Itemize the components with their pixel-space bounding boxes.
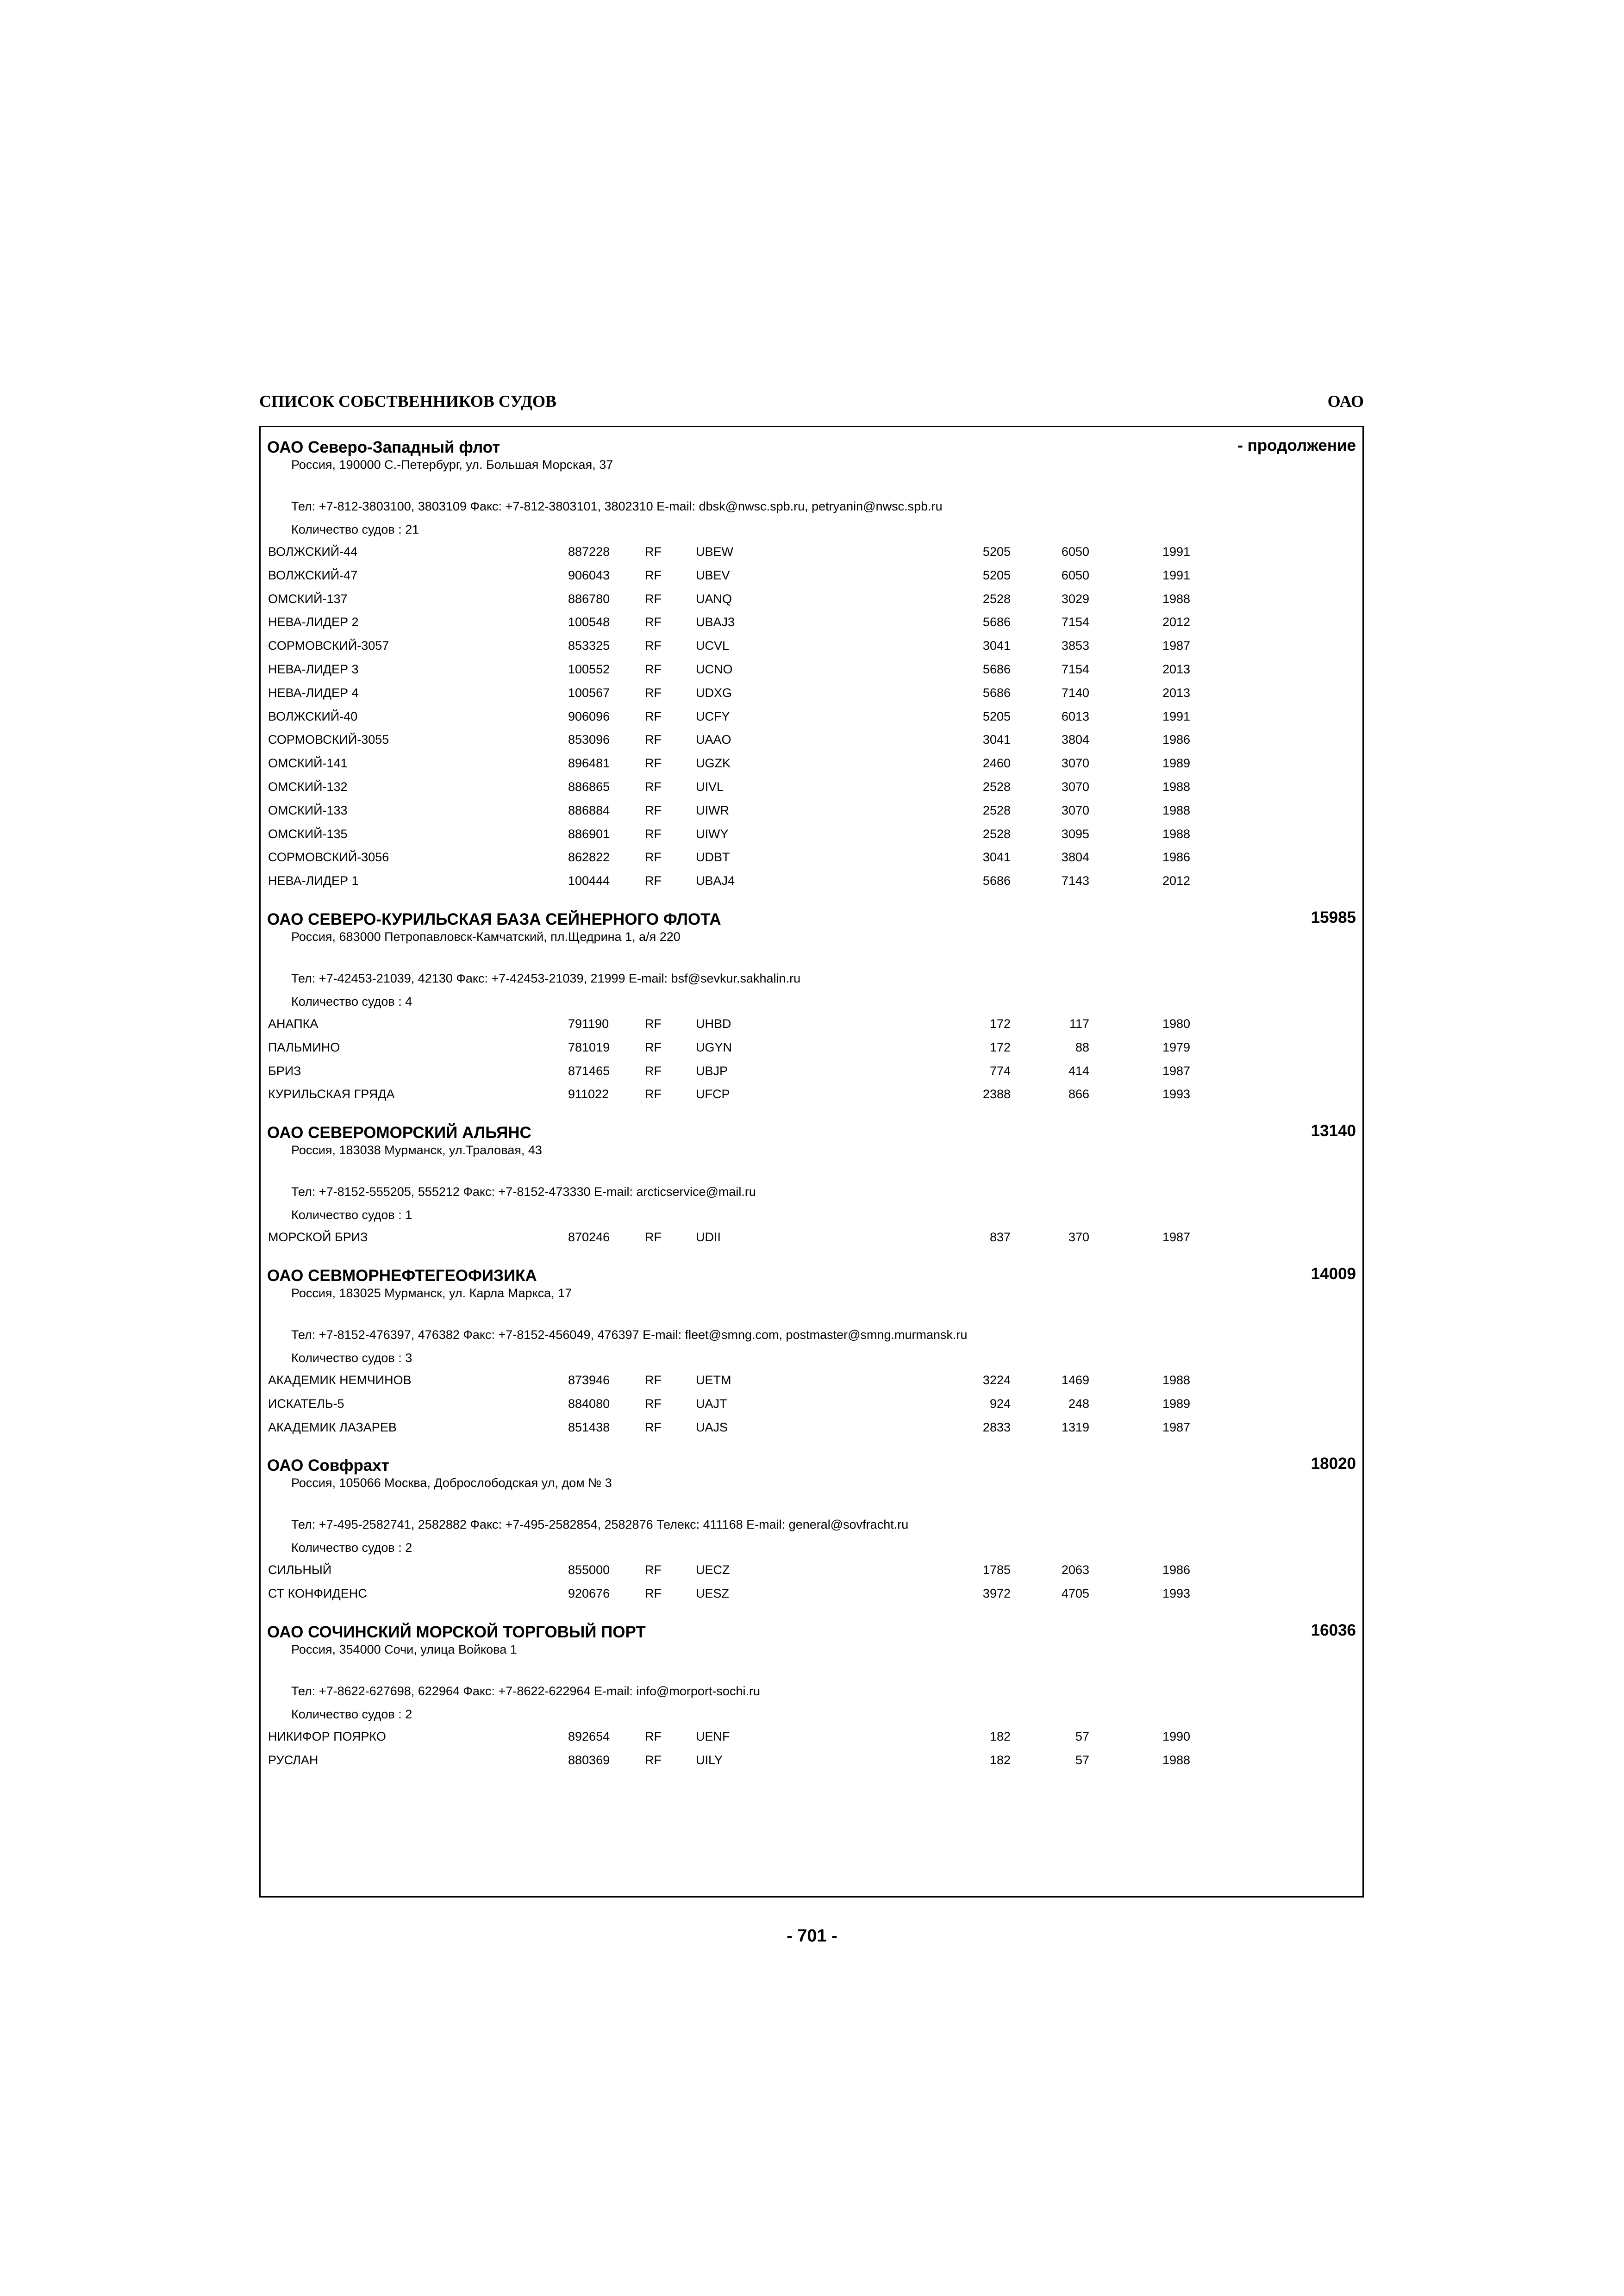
ship-count: Количество судов : 4 [291, 994, 412, 1008]
ship-deadweight-value: 3070 [1061, 803, 1089, 817]
ship-name: АКАДЕМИК ЛАЗАРЕВ [268, 1420, 397, 1434]
ship-flag: RF [645, 685, 662, 700]
ship-deadweight-value: 6013 [1061, 709, 1089, 723]
company-contacts: Тел: +7-8622-627698, 622964 Факс: +7-8622-622964 E-mail: info@morport-sochi.ru [291, 1684, 760, 1698]
ship-flag: RF [645, 639, 662, 653]
ship-flag: RF [645, 803, 662, 817]
company-name: ОАО Совфрахт [267, 1456, 389, 1475]
ship-row [261, 799, 1362, 822]
ship-tonnage-gross-value: 5686 [982, 615, 1011, 629]
ship-name: ОМСКИЙ-133 [268, 803, 348, 817]
company-list [261, 427, 1362, 1772]
ship-number: 853325 [568, 639, 610, 653]
ship-callsign: UDXG [696, 685, 732, 700]
page-title: СПИСОК СОБСТВЕННИКОВ СУДОВ [259, 392, 557, 411]
ship-list [261, 1226, 1362, 1249]
company-contacts: Тел: +7-812-3803100, 3803109 Факс: +7-812-3803101, 3802310 E-mail: dbsk@nwsc.spb.ru, petryanin@nwsc.spb.ru [291, 499, 943, 513]
ship-row [261, 587, 1362, 611]
ship-row [261, 658, 1362, 681]
ship-deadweight-value: 7140 [1061, 685, 1089, 700]
ship-year: 1989 [1162, 1396, 1191, 1411]
ship-tonnage-gross-value: 172 [989, 1016, 1011, 1031]
ship-flag: RF [645, 709, 662, 723]
ship-deadweight-value: 4705 [1061, 1587, 1089, 1601]
ship-number: 886865 [568, 779, 610, 794]
ship-flag: RF [645, 1729, 662, 1743]
ship-flag: RF [645, 615, 662, 629]
ship-callsign: UETM [696, 1373, 731, 1387]
ship-name: СТ КОНФИДЕНС [268, 1587, 367, 1601]
ship-row [261, 564, 1362, 587]
ship-deadweight-value: 7143 [1061, 874, 1089, 888]
ship-year: 1991 [1162, 568, 1191, 582]
company-block [261, 1249, 1362, 1439]
company-header [261, 1113, 1362, 1142]
ship-count: Количество судов : 2 [291, 1707, 412, 1721]
ship-row [261, 752, 1362, 775]
ship-deadweight-value: 57 [1075, 1753, 1089, 1767]
ship-name: РУСЛАН [268, 1753, 319, 1767]
ship-callsign: UANQ [696, 591, 732, 606]
ship-tonnage-gross-value: 5205 [982, 709, 1011, 723]
ship-callsign: UBEW [696, 545, 733, 559]
company-name: ОАО СЕВЕРОМОРСКИЙ АЛЬЯНС [267, 1124, 531, 1142]
ship-year: 1986 [1162, 850, 1191, 865]
ship-callsign: UBJP [696, 1064, 728, 1078]
company-block [261, 1106, 1362, 1249]
ship-callsign: UIWY [696, 827, 729, 841]
ship-deadweight-value: 7154 [1061, 615, 1089, 629]
company-code: - продолжение [1237, 436, 1356, 454]
ship-callsign: UFCP [696, 1087, 730, 1101]
ship-number: 781019 [568, 1040, 610, 1054]
ship-number: 920676 [568, 1587, 610, 1601]
ship-year: 2013 [1162, 685, 1191, 700]
ship-name: НЕВА-ЛИДЕР 3 [268, 662, 359, 676]
ship-list [261, 1012, 1362, 1106]
ship-name: ОМСКИЙ-135 [268, 827, 348, 841]
ship-row [261, 681, 1362, 705]
ship-name: ПАЛЬМИНО [268, 1040, 340, 1054]
company-code: 15985 [1311, 908, 1356, 927]
company-contacts: Тел: +7-495-2582741, 2582882 Факс: +7-495-2582854, 2582876 Телекс: 411168 E-mail: general@sovfracht.ru [291, 1518, 909, 1532]
ship-name: ИСКАТЕЛЬ-5 [268, 1396, 344, 1411]
ship-deadweight-value: 248 [1068, 1396, 1089, 1411]
ship-row [261, 610, 1362, 634]
company-block [261, 1605, 1362, 1772]
ship-tonnage-gross-value: 774 [989, 1064, 1011, 1078]
ship-name: КУРИЛЬСКАЯ ГРЯДА [268, 1087, 395, 1101]
ship-row [261, 1012, 1362, 1036]
ship-deadweight-value: 3804 [1061, 850, 1089, 865]
ship-row [261, 1725, 1362, 1748]
ship-number: 100567 [568, 685, 610, 700]
ship-count: Количество судов : 21 [291, 523, 419, 536]
ship-number: 884080 [568, 1396, 610, 1411]
ship-deadweight-value: 866 [1068, 1087, 1089, 1101]
ship-callsign: UAJS [696, 1420, 728, 1434]
ship-year: 1988 [1162, 827, 1191, 841]
ship-tonnage-gross-value: 182 [989, 1729, 1011, 1743]
company-code: 16036 [1311, 1621, 1356, 1639]
ship-name: НЕВА-ЛИДЕР 2 [268, 615, 359, 629]
ship-number: 906043 [568, 568, 610, 582]
ship-flag: RF [645, 1587, 662, 1601]
ship-tonnage-gross-value: 5686 [982, 685, 1011, 700]
ship-year: 1990 [1162, 1729, 1191, 1743]
ship-number: 886884 [568, 803, 610, 817]
company-header [261, 1612, 1362, 1641]
ship-name: ОМСКИЙ-141 [268, 756, 348, 771]
ship-year: 1988 [1162, 591, 1191, 606]
ship-flag: RF [645, 662, 662, 676]
ship-year: 1988 [1162, 1373, 1191, 1387]
ship-flag: RF [645, 591, 662, 606]
company-code: 18020 [1311, 1455, 1356, 1473]
registry-frame [259, 426, 1364, 1898]
ship-name: ВОЛЖСКИЙ-47 [268, 568, 358, 582]
ship-year: 1988 [1162, 1753, 1191, 1767]
ship-callsign: UBAJ3 [696, 615, 735, 629]
ship-row [261, 705, 1362, 728]
ship-year: 1987 [1162, 1230, 1191, 1244]
ship-year: 1986 [1162, 1563, 1191, 1577]
ship-year: 1991 [1162, 709, 1191, 723]
company-name: ОАО СОЧИНСКИЙ МОРСКОЙ ТОРГОВЫЙ ПОРТ [267, 1623, 646, 1641]
ship-row [261, 1369, 1362, 1392]
ship-row [261, 1036, 1362, 1059]
ship-year: 1993 [1162, 1587, 1191, 1601]
ship-flag: RF [645, 1753, 662, 1767]
ship-year: 1988 [1162, 803, 1191, 817]
ship-tonnage-gross-value: 5205 [982, 568, 1011, 582]
ship-callsign: UAAO [696, 733, 731, 747]
ship-flag: RF [645, 733, 662, 747]
ship-callsign: UILY [696, 1753, 723, 1767]
ship-year: 1980 [1162, 1016, 1191, 1031]
ship-row [261, 1748, 1362, 1772]
ship-number: 911022 [568, 1087, 609, 1101]
ship-tonnage-gross-value: 924 [989, 1396, 1011, 1411]
ship-year: 1987 [1162, 1064, 1191, 1078]
ship-deadweight-value: 3070 [1061, 756, 1089, 771]
ship-deadweight-value: 3853 [1061, 639, 1089, 653]
ship-number: 880369 [568, 1753, 610, 1767]
spacer [261, 476, 1362, 495]
company-separator [261, 1605, 1362, 1612]
ship-list [261, 1369, 1362, 1439]
ship-number: 855000 [568, 1563, 610, 1577]
ship-number: 873946 [568, 1373, 610, 1387]
ship-number: 791190 [568, 1016, 609, 1031]
ship-callsign: UESZ [696, 1587, 730, 1601]
ship-row [261, 869, 1362, 893]
ship-flag: RF [645, 1396, 662, 1411]
company-address: Россия, 354000 Сочи, улица Войкова 1 [291, 1642, 517, 1656]
ship-tonnage-gross-value: 2528 [982, 591, 1011, 606]
ship-year: 2012 [1162, 615, 1191, 629]
ship-year: 1993 [1162, 1087, 1191, 1101]
ship-deadweight-value: 57 [1075, 1729, 1089, 1743]
ship-name: НИКИФОР ПОЯРКО [268, 1729, 386, 1743]
ship-number: 887228 [568, 545, 610, 559]
ship-row [261, 822, 1362, 846]
spacer [261, 1162, 1362, 1180]
ship-year: 1986 [1162, 733, 1191, 747]
ship-tonnage-gross-value: 3972 [982, 1587, 1011, 1601]
ship-tonnage-gross-value: 3041 [982, 850, 1011, 865]
ship-name: ОМСКИЙ-132 [268, 779, 348, 794]
ship-deadweight-value: 88 [1075, 1040, 1089, 1054]
ship-number: 100552 [568, 662, 610, 676]
spacer [261, 1494, 1362, 1513]
company-header [261, 1445, 1362, 1475]
ship-tonnage-gross-value: 2460 [982, 756, 1011, 771]
ship-tonnage-gross-value: 5686 [982, 662, 1011, 676]
company-contacts: Тел: +7-8152-476397, 476382 Факс: +7-8152-456049, 476397 E-mail: fleet@smng.com, postmaster@smng.murmansk.ru [291, 1327, 968, 1342]
ship-deadweight-value: 2063 [1061, 1563, 1089, 1577]
ship-tonnage-gross-value: 2528 [982, 827, 1011, 841]
ship-tonnage-gross-value: 2528 [982, 779, 1011, 794]
ship-callsign: UDBT [696, 850, 730, 865]
ship-deadweight-value: 6050 [1061, 568, 1089, 582]
ship-row [261, 775, 1362, 799]
ship-callsign: UECZ [696, 1563, 730, 1577]
ship-flag: RF [645, 850, 662, 865]
company-code: 13140 [1311, 1122, 1356, 1140]
ship-flag: RF [645, 1230, 662, 1244]
company-block [261, 893, 1362, 1106]
ship-callsign: UCNO [696, 662, 733, 676]
ship-number: 862822 [568, 850, 610, 865]
ship-name: НЕВА-ЛИДЕР 1 [268, 874, 359, 888]
page-number: - 701 - [787, 1926, 837, 1946]
ship-tonnage-gross-value: 837 [989, 1230, 1011, 1244]
company-header [261, 427, 1362, 456]
ship-name: НЕВА-ЛИДЕР 4 [268, 685, 359, 700]
ship-count: Количество судов : 2 [291, 1541, 412, 1555]
ship-tonnage-gross-value: 2528 [982, 803, 1011, 817]
ship-number: 892654 [568, 1729, 610, 1743]
ship-row [261, 1059, 1362, 1083]
ship-tonnage-gross-value: 3224 [982, 1373, 1011, 1387]
ship-tonnage-gross-value: 182 [989, 1753, 1011, 1767]
ship-deadweight-value: 414 [1068, 1064, 1089, 1078]
company-address: Россия, 183025 Мурманск, ул. Карла Маркса, 17 [291, 1286, 572, 1300]
ship-number: 886901 [568, 827, 610, 841]
ship-callsign: UBAJ4 [696, 874, 735, 888]
ship-tonnage-gross-value: 2833 [982, 1420, 1011, 1434]
ship-year: 1989 [1162, 756, 1191, 771]
ship-name: АНАПКА [268, 1016, 319, 1031]
ship-number: 896481 [568, 756, 610, 771]
ship-tonnage-gross-value: 5205 [982, 545, 1011, 559]
ship-number: 906096 [568, 709, 610, 723]
ship-row [261, 1226, 1362, 1249]
ship-flag: RF [645, 1420, 662, 1434]
ship-name: ВОЛЖСКИЙ-44 [268, 545, 358, 559]
ship-name: ОМСКИЙ-137 [268, 591, 348, 606]
ship-row [261, 1582, 1362, 1605]
ship-callsign: UDII [696, 1230, 721, 1244]
ship-list [261, 1725, 1362, 1772]
ship-count: Количество судов : 1 [291, 1208, 412, 1222]
company-block [261, 427, 1362, 893]
ship-callsign: UGYN [696, 1040, 732, 1054]
ship-deadweight-value: 6050 [1061, 545, 1089, 559]
ship-callsign: UIWR [696, 803, 729, 817]
ship-number: 100548 [568, 615, 610, 629]
ship-number: 886780 [568, 591, 610, 606]
ship-number: 100444 [568, 874, 610, 888]
ship-year: 2013 [1162, 662, 1191, 676]
company-separator [261, 1106, 1362, 1113]
ship-deadweight-value: 117 [1069, 1016, 1089, 1031]
ship-flag: RF [645, 545, 662, 559]
ship-name: БРИЗ [268, 1064, 301, 1078]
ship-name: СОРМОВСКИЙ-3057 [268, 639, 389, 653]
ship-flag: RF [645, 827, 662, 841]
company-address: Россия, 183038 Мурманск, ул.Траловая, 43 [291, 1143, 542, 1157]
spacer [261, 948, 1362, 967]
ship-row [261, 846, 1362, 869]
ship-year: 1987 [1162, 639, 1191, 653]
ship-year: 1979 [1162, 1040, 1191, 1054]
page-header [259, 392, 1364, 417]
ship-callsign: UGZK [696, 756, 731, 771]
ship-deadweight-value: 7154 [1061, 662, 1089, 676]
ship-year: 1987 [1162, 1420, 1191, 1434]
ship-count: Количество судов : 3 [291, 1350, 412, 1365]
ship-callsign: UIVL [696, 779, 724, 794]
ship-flag: RF [645, 756, 662, 771]
ship-tonnage-gross-value: 5686 [982, 874, 1011, 888]
ship-callsign: UBEV [696, 568, 730, 582]
company-address: Россия, 190000 С.-Петербург, ул. Большая Морская, 37 [291, 458, 613, 472]
ship-deadweight-value: 3029 [1061, 591, 1089, 606]
ship-flag: RF [645, 1016, 662, 1031]
ship-deadweight-value: 3804 [1061, 733, 1089, 747]
ship-name: СОРМОВСКИЙ-3055 [268, 733, 389, 747]
ship-list [261, 1558, 1362, 1605]
ship-number: 871465 [568, 1064, 610, 1078]
ship-flag: RF [645, 1373, 662, 1387]
ship-row [261, 1416, 1362, 1439]
ship-row [261, 1083, 1362, 1106]
company-name: ОАО Северо-Западный флот [267, 438, 500, 456]
ship-tonnage-gross-value: 3041 [982, 733, 1011, 747]
ship-callsign: UAJT [696, 1396, 727, 1411]
ship-year: 1988 [1162, 779, 1191, 794]
ship-deadweight-value: 370 [1068, 1230, 1089, 1244]
ship-number: 853096 [568, 733, 610, 747]
company-block [261, 1439, 1362, 1605]
ship-tonnage-gross-value: 172 [989, 1040, 1011, 1054]
ship-callsign: UCVL [696, 639, 730, 653]
ship-deadweight-value: 1469 [1061, 1373, 1089, 1387]
company-separator [261, 893, 1362, 899]
spacer [261, 1305, 1362, 1323]
ship-number: 851438 [568, 1420, 610, 1434]
company-name: ОАО СЕВЕРО-КУРИЛЬСКАЯ БАЗА СЕЙНЕРНОГО ФЛОТА [267, 910, 721, 928]
ship-tonnage-gross-value: 1785 [982, 1563, 1011, 1577]
company-header [261, 899, 1362, 928]
ship-flag: RF [645, 874, 662, 888]
company-separator [261, 1439, 1362, 1445]
section-label: ОАО [1327, 392, 1364, 411]
ship-name: АКАДЕМИК НЕМЧИНОВ [268, 1373, 412, 1387]
company-name: ОАО СЕВМОРНЕФТЕГЕОФИЗИКА [267, 1266, 537, 1285]
ship-flag: RF [645, 568, 662, 582]
ship-tonnage-gross-value: 2388 [982, 1087, 1011, 1101]
ship-flag: RF [645, 1064, 662, 1078]
spacer [261, 1661, 1362, 1680]
ship-name: СОРМОВСКИЙ-3056 [268, 850, 389, 865]
ship-flag: RF [645, 1563, 662, 1577]
ship-name: СИЛЬНЫЙ [268, 1563, 332, 1577]
company-header [261, 1256, 1362, 1285]
ship-row [261, 1558, 1362, 1582]
ship-year: 1991 [1162, 545, 1191, 559]
ship-deadweight-value: 3095 [1061, 827, 1089, 841]
ship-row [261, 1392, 1362, 1416]
ship-number: 870246 [568, 1230, 610, 1244]
ship-year: 2012 [1162, 874, 1191, 888]
ship-callsign: UENF [696, 1729, 730, 1743]
company-contacts: Тел: +7-8152-555205, 555212 Факс: +7-8152-473330 E-mail: arcticservice@mail.ru [291, 1185, 756, 1199]
ship-row [261, 728, 1362, 752]
company-contacts: Тел: +7-42453-21039, 42130 Факс: +7-42453-21039, 21999 E-mail: bsf@sevkur.sakhalin.ru [291, 971, 801, 985]
ship-list [261, 540, 1362, 893]
ship-flag: RF [645, 1087, 662, 1101]
ship-callsign: UCFY [696, 709, 730, 723]
company-address: Россия, 105066 Москва, Доброслободская ул, дом № 3 [291, 1476, 612, 1490]
ship-row [261, 634, 1362, 658]
company-address: Россия, 683000 Петропавловск-Камчатский, пл.Щедрина 1, а/я 220 [291, 929, 681, 944]
company-code: 14009 [1311, 1264, 1356, 1283]
ship-deadweight-value: 1319 [1061, 1420, 1089, 1434]
ship-flag: RF [645, 1040, 662, 1054]
ship-flag: RF [645, 779, 662, 794]
ship-name: МОРСКОЙ БРИЗ [268, 1230, 368, 1244]
ship-deadweight-value: 3070 [1061, 779, 1089, 794]
company-separator [261, 1249, 1362, 1256]
ship-name: ВОЛЖСКИЙ-40 [268, 709, 358, 723]
ship-callsign: UHBD [696, 1016, 731, 1031]
ship-row [261, 540, 1362, 564]
ship-tonnage-gross-value: 3041 [982, 639, 1011, 653]
